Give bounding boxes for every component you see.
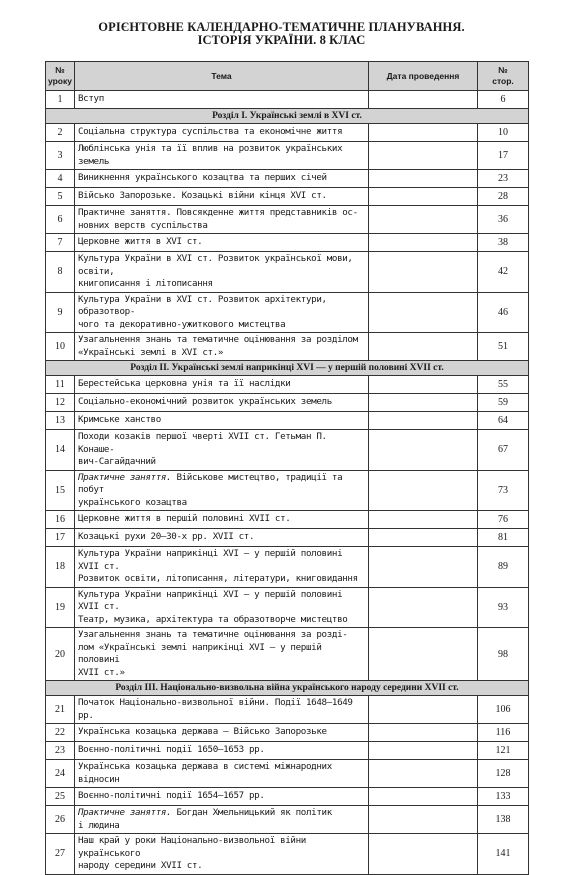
lesson-page: 67	[478, 430, 529, 471]
lesson-number: 23	[46, 742, 75, 760]
lesson-topic-text: Військо Запорозьке. Козацькі війни кінця XVI ст.	[78, 190, 327, 202]
lesson-topic-text: Початок Національно-визвольної війни. Події 1648—1649 рр.	[78, 697, 353, 721]
lesson-page: 106	[478, 696, 529, 724]
lesson-page: 121	[478, 742, 529, 760]
table-row	[46, 724, 529, 742]
table-row	[46, 547, 529, 588]
lesson-topic	[75, 124, 369, 142]
lesson-page: 46	[478, 292, 529, 333]
lesson-date-cell	[369, 724, 478, 742]
table-row	[46, 834, 529, 875]
lesson-topic-text: Вступ	[78, 93, 104, 105]
lesson-topic-text: Українська козацька держава в системі міжнародних відносин	[78, 761, 332, 785]
lesson-page: 17	[478, 142, 529, 170]
table-row	[46, 333, 529, 361]
lesson-topic	[75, 206, 369, 234]
table-row	[46, 806, 529, 834]
lesson-topic	[75, 412, 369, 430]
lesson-topic-text: Соціально-економічний розвиток українських земель	[78, 396, 332, 408]
lesson-date-cell	[369, 834, 478, 875]
section-title: Розділ ІІ. Українські землі наприкінці XVI — у першій половині XVII ст.	[46, 361, 529, 376]
lesson-page: 98	[478, 628, 529, 681]
lesson-topic	[75, 529, 369, 547]
header-topic	[75, 62, 369, 91]
section-heading-row	[46, 681, 529, 696]
lesson-page: 23	[478, 170, 529, 188]
table-row	[46, 124, 529, 142]
lesson-page: 36	[478, 206, 529, 234]
lesson-number: 10	[46, 333, 75, 361]
lesson-topic	[75, 834, 369, 875]
table-row	[46, 252, 529, 293]
table-row	[46, 142, 529, 170]
lesson-topic-italic: Практичне заняття.	[78, 807, 172, 818]
table-row	[46, 430, 529, 471]
plan-title-line2: ІСТОРІЯ УКРАЇНИ. 8 КЛАС	[197, 33, 366, 47]
lesson-date-cell	[369, 234, 478, 252]
lesson-number: 27	[46, 834, 75, 875]
lesson-page: 141	[478, 834, 529, 875]
lesson-page: 81	[478, 529, 529, 547]
table-row	[46, 412, 529, 430]
lesson-topic-italic: Практичне заняття.	[78, 471, 172, 483]
lesson-date-cell	[369, 587, 478, 628]
lesson-topic-text: Воєнно-політичні події 1654—1657 рр.	[78, 790, 265, 802]
lesson-topic-text: Виникнення українського козацтва та перших січей	[78, 172, 327, 184]
lesson-topic-text: Богдан Хмельницький як політик і людина	[78, 807, 332, 831]
lesson-plan-table	[45, 61, 529, 875]
lesson-topic	[75, 394, 369, 412]
lesson-topic	[75, 188, 369, 206]
lesson-date-cell	[369, 252, 478, 293]
lesson-number: 15	[46, 470, 75, 511]
lesson-number: 8	[46, 252, 75, 293]
lesson-topic	[75, 628, 369, 681]
lesson-number: 6	[46, 206, 75, 234]
table-row	[46, 206, 529, 234]
lesson-page: 64	[478, 412, 529, 430]
lesson-page: 51	[478, 333, 529, 361]
lesson-topic	[75, 142, 369, 170]
table-row	[46, 742, 529, 760]
table-row	[46, 376, 529, 394]
lesson-date-cell	[369, 91, 478, 109]
table-row	[46, 529, 529, 547]
section-heading-row	[46, 361, 529, 376]
table-row	[46, 170, 529, 188]
section-heading-row	[46, 109, 529, 124]
lesson-date-cell	[369, 142, 478, 170]
lesson-topic-text: Культура України наприкінці XVI — у першій половині XVII ст. Театр, музика, архітектура та образотворче мистецтво	[78, 588, 348, 625]
lesson-date-cell	[369, 511, 478, 529]
lesson-date-cell	[369, 188, 478, 206]
lesson-number: 22	[46, 724, 75, 742]
lesson-topic	[75, 430, 369, 471]
lesson-topic-text: Узагальнення знань та тематичне оцінювання за розді- лом «Українські землі наприкінці XVI — у першій половині XVII ст.»	[78, 629, 348, 678]
lesson-topic-text: Соціальна структура суспільства та економічне життя	[78, 126, 343, 138]
table-row	[46, 628, 529, 681]
lesson-topic-text: Церковне життя в XVI ст.	[78, 236, 203, 248]
lesson-topic	[75, 470, 369, 511]
lesson-date-cell	[369, 788, 478, 806]
header-topic-label: Тема	[211, 70, 232, 81]
table-row	[46, 470, 529, 511]
lesson-date-cell	[369, 206, 478, 234]
lesson-number: 3	[46, 142, 75, 170]
lesson-date-cell	[369, 742, 478, 760]
table-row	[46, 788, 529, 806]
table-row	[46, 587, 529, 628]
lesson-date-cell	[369, 470, 478, 511]
lesson-topic-text: Культура України в XVI ст. Розвиток архітектури, образотвор- чого та декоративно-ужиткового мистецтва	[78, 293, 327, 330]
lesson-number: 21	[46, 696, 75, 724]
lesson-number: 16	[46, 511, 75, 529]
lesson-number: 9	[46, 292, 75, 333]
lesson-topic	[75, 547, 369, 588]
lesson-topic	[75, 170, 369, 188]
lesson-page: 55	[478, 376, 529, 394]
lesson-topic	[75, 376, 369, 394]
section-title: Розділ І. Українські землі в XVI ст.	[46, 109, 529, 124]
table-body	[46, 91, 529, 875]
header-page-label: № стор.	[492, 65, 514, 86]
lesson-topic	[75, 511, 369, 529]
lesson-date-cell	[369, 412, 478, 430]
lesson-date-cell	[369, 376, 478, 394]
table-row	[46, 394, 529, 412]
lesson-page: 59	[478, 394, 529, 412]
lesson-topic-text: Військове мистецтво, традиції та побут українського козацтва	[78, 471, 343, 508]
lesson-page: 42	[478, 252, 529, 293]
lesson-topic	[75, 292, 369, 333]
lesson-topic	[75, 760, 369, 788]
lesson-date-cell	[369, 529, 478, 547]
lesson-number: 18	[46, 547, 75, 588]
header-page	[478, 62, 529, 91]
lesson-topic-text: Практичне заняття. Повсякденне життя представників ос- новних верств суспільства	[78, 207, 358, 231]
lesson-topic-text: Козацькі рухи 20—30-х рр. XVII ст.	[78, 531, 255, 543]
lesson-number: 12	[46, 394, 75, 412]
lesson-topic-text: Берестейська церковна унія та її наслідки	[78, 378, 291, 390]
header-lesson-number	[46, 62, 75, 91]
lesson-number: 20	[46, 628, 75, 681]
lesson-topic-text: Воєнно-політичні події 1650—1653 рр.	[78, 744, 265, 756]
lesson-date-cell	[369, 806, 478, 834]
lesson-topic-text: Українська козацька держава — Військо Запорозьке	[78, 726, 327, 738]
lesson-date-cell	[369, 547, 478, 588]
lesson-date-cell	[369, 628, 478, 681]
lesson-date-cell	[369, 760, 478, 788]
table-row	[46, 292, 529, 333]
table-row	[46, 511, 529, 529]
lesson-page: 38	[478, 234, 529, 252]
lesson-page: 73	[478, 470, 529, 511]
lesson-page: 10	[478, 124, 529, 142]
lesson-number: 14	[46, 430, 75, 471]
table-row	[46, 188, 529, 206]
lesson-date-cell	[369, 394, 478, 412]
lesson-number: 25	[46, 788, 75, 806]
lesson-date-cell	[369, 124, 478, 142]
lesson-topic	[75, 788, 369, 806]
lesson-topic-text: Культура України в XVI ст. Розвиток української мови, освіти, книгописання і літописання	[78, 253, 353, 289]
header-lesson-number-label: № уроку	[48, 65, 72, 86]
table-row	[46, 91, 529, 109]
lesson-number: 26	[46, 806, 75, 834]
lesson-number: 1	[46, 91, 75, 109]
lesson-topic	[75, 587, 369, 628]
lesson-number: 13	[46, 412, 75, 430]
lesson-page: 76	[478, 511, 529, 529]
lesson-topic	[75, 806, 369, 834]
lesson-number: 19	[46, 587, 75, 628]
lesson-topic-text: Наш край у роки Національно-визвольної війни українського народу середини XVII ст.	[78, 835, 306, 871]
lesson-topic-text: Люблінська унія та її вплив на розвиток українських земель	[78, 143, 343, 167]
lesson-date-cell	[369, 696, 478, 724]
header-date-label: Дата проведення	[386, 70, 460, 81]
lesson-number: 24	[46, 760, 75, 788]
lesson-page: 116	[478, 724, 529, 742]
lesson-page: 128	[478, 760, 529, 788]
lesson-number: 4	[46, 170, 75, 188]
lesson-date-cell	[369, 333, 478, 361]
lesson-date-cell	[369, 292, 478, 333]
lesson-page: 93	[478, 587, 529, 628]
lesson-topic-text: Узагальнення знань та тематичне оцінювання за розділом «Українські землі в XVI ст.»	[78, 334, 358, 358]
lesson-topic-text: Культура України наприкінці XVI — у першій половині XVII ст. Розвиток освіти, літописання, літератури, книговидання	[78, 548, 358, 584]
table-header-row	[46, 62, 529, 91]
lesson-topic-text: Кримське ханство	[78, 414, 161, 426]
lesson-topic	[75, 696, 369, 724]
lesson-page: 89	[478, 547, 529, 588]
lesson-topic	[75, 742, 369, 760]
lesson-number: 11	[46, 376, 75, 394]
lesson-topic	[75, 724, 369, 742]
table-row	[46, 696, 529, 724]
lesson-number: 5	[46, 188, 75, 206]
lesson-date-cell	[369, 170, 478, 188]
lesson-topic	[75, 252, 369, 293]
lesson-number: 17	[46, 529, 75, 547]
section-title: Розділ ІІІ. Національно-визвольна війна українського народу середини XVII ст.	[46, 681, 529, 696]
lesson-topic	[75, 234, 369, 252]
lesson-topic	[75, 91, 369, 109]
lesson-page: 138	[478, 806, 529, 834]
table-row	[46, 760, 529, 788]
lesson-number: 7	[46, 234, 75, 252]
lesson-topic-text: Походи козаків першої чверті XVII ст. Гетьман П. Конаше- вич-Сагайдачний	[78, 431, 327, 467]
lesson-page: 6	[478, 91, 529, 109]
lesson-number: 2	[46, 124, 75, 142]
lesson-page: 28	[478, 188, 529, 206]
lesson-date-cell	[369, 430, 478, 471]
lesson-topic-text: Церковне життя в першій половині XVII ст.	[78, 513, 291, 525]
header-date	[369, 62, 478, 91]
lesson-topic	[75, 333, 369, 361]
plan-title-line1: ОРІЄНТОВНЕ КАЛЕНДАРНО-ТЕМАТИЧНЕ ПЛАНУВАННЯ.	[98, 20, 465, 34]
lesson-page: 133	[478, 788, 529, 806]
table-row	[46, 234, 529, 252]
